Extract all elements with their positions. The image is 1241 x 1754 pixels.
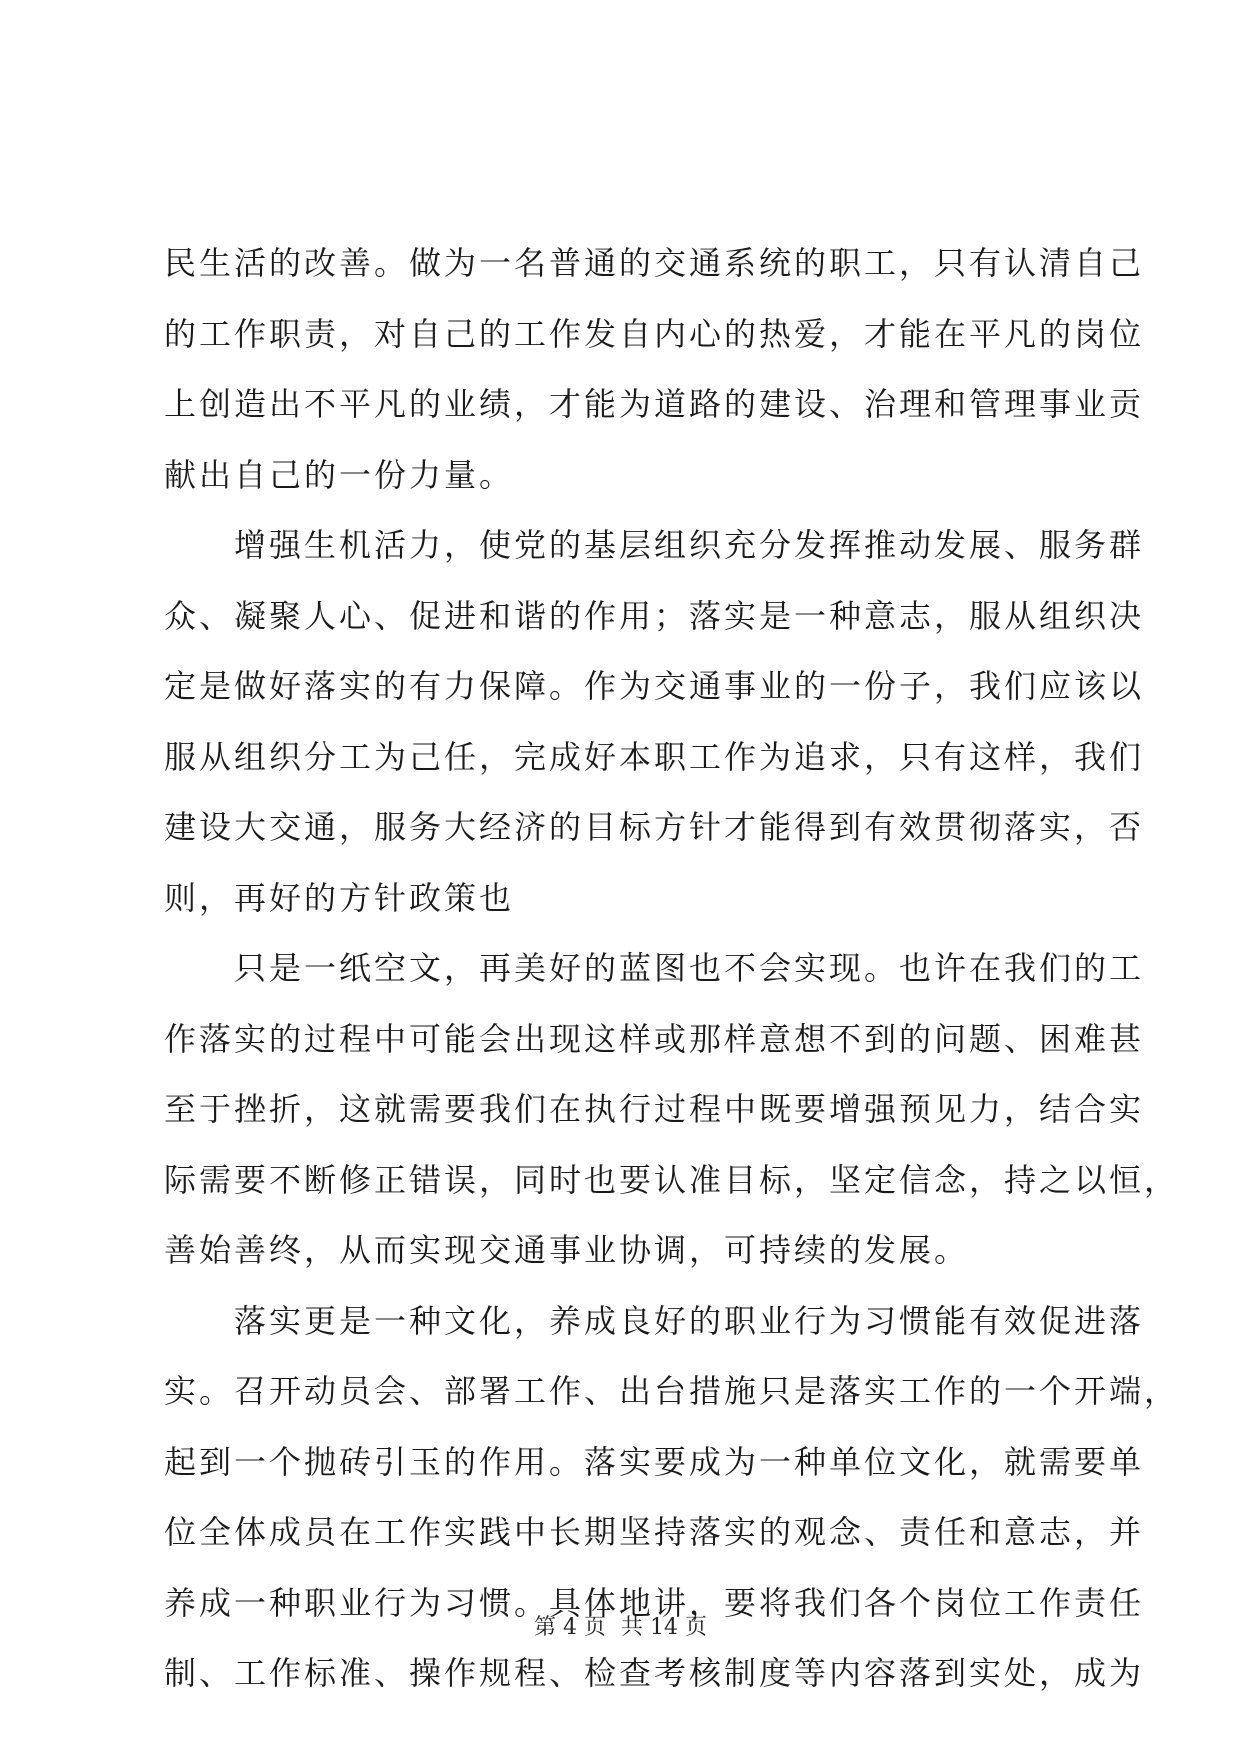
text-line: 善始善终，从而实现交通事业协调，可持续的发展。 xyxy=(164,1231,970,1269)
text-line: 的工作职责，对自己的工作发自内心的热爱，才能在平凡的岗位 xyxy=(164,314,1145,353)
text-line: 上创造出不平凡的业绩，才能为道路的建设、治理和管理事业贡 xyxy=(164,385,1145,423)
text-line: 至于挫折，这就需要我们在执行过程中既要增强预见力，结合实 xyxy=(164,1090,1145,1128)
text-line: 众、凝聚人心、促进和谐的作用；落实是一种意志，服从组织决 xyxy=(164,596,1145,635)
text-line: 只是一纸空文，再美好的蓝图也不会实现。也许在我们的工 xyxy=(234,949,1145,987)
paragraph xyxy=(164,228,1145,510)
text-line: 制、工作标准、操作规程、检查考核制度等内容落到实处，成为 xyxy=(164,1654,1145,1692)
text-line: 落实更是一种文化，养成良好的职业行为习惯能有效促进落 xyxy=(234,1301,1145,1340)
text-line: 养成一种职业行为习惯。具体地讲，要将我们各个岗位工作责任 xyxy=(164,1583,1145,1622)
text-line: 增强生机活力，使党的基层组织充分发挥推动发展、服务群 xyxy=(234,526,1145,564)
text-line: 献出自己的一份力量。 xyxy=(164,455,515,494)
page-number: 第 4 页 xyxy=(534,1615,606,1640)
paragraph xyxy=(164,1286,1180,1709)
text-line: 位全体成员在工作实践中长期坚持落实的观念、责任和意志，并 xyxy=(164,1513,1145,1551)
paragraph xyxy=(164,510,1145,933)
page-total: 共 14 页 xyxy=(621,1615,707,1640)
text-line: 作落实的过程中可能会出现这样或那样意想不到的问题、困难甚 xyxy=(164,1019,1145,1058)
body-text xyxy=(164,228,1180,1709)
text-line: 际需要不断修正错误，同时也要认准目标，坚定信念，持之以恒， xyxy=(164,1160,1180,1199)
text-line: 起到一个抛砖引玉的作用。落实要成为一种单位文化，就需要单 xyxy=(164,1442,1145,1481)
paragraph xyxy=(164,933,1180,1286)
text-line: 建设大交通，服务大经济的目标方针才能得到有效贯彻落实，否 xyxy=(164,808,1145,846)
text-line: 实。召开动员会、部署工作、出台措施只是落实工作的一个开端， xyxy=(164,1372,1180,1410)
page-footer xyxy=(0,1610,1241,1641)
text-line: 民生活的改善。做为一名普通的交通系统的职工，只有认清自己 xyxy=(164,244,1145,282)
text-line: 服从组织分工为己任，完成好本职工作为追求，只有这样，我们 xyxy=(164,737,1145,776)
text-line: 则，再好的方针政策也 xyxy=(164,878,515,917)
text-line: 定是做好落实的有力保障。作为交通事业的一份子，我们应该以 xyxy=(164,667,1145,705)
